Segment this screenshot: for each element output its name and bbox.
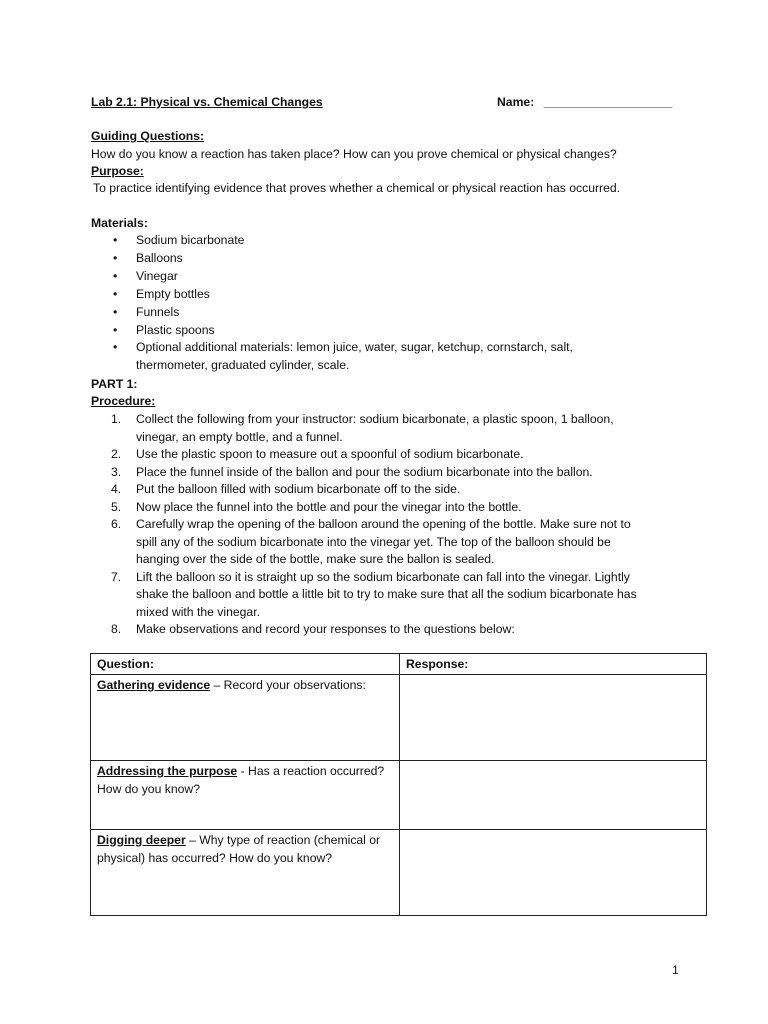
list-item <box>91 516 637 534</box>
list-item-continuation <box>91 429 637 447</box>
list-item <box>91 322 573 340</box>
bullet: • <box>113 268 118 283</box>
response-cell[interactable] <box>400 830 707 916</box>
bullet: • <box>113 322 118 337</box>
material-text: Funnels <box>136 304 180 319</box>
step-text: Put the balloon filled with sodium bicarbonate off to the side. <box>136 482 461 496</box>
bullet: • <box>113 286 118 301</box>
question-label: Gathering evidence <box>97 678 211 692</box>
step-text: spill any of the sodium bicarbonate into the vinegar yet. The top of the balloon should be <box>136 534 611 549</box>
step-text: Lift the balloon so it is straight up so the sodium bicarbonate can fall into the vinegar. Lightly <box>136 569 630 584</box>
question-response-table <box>90 653 707 916</box>
material-text: Vinegar <box>136 268 178 283</box>
bullet: • <box>113 340 118 355</box>
step-text: Carefully wrap the opening of the balloon around the opening of the bottle. Make sure not to <box>136 517 631 531</box>
materials-list <box>91 232 573 375</box>
list-item <box>91 250 573 268</box>
bullet: • <box>113 250 118 265</box>
material-text: Plastic spoons <box>136 322 215 337</box>
table-row <box>91 761 707 830</box>
list-item <box>91 411 637 429</box>
step-number: 7. <box>111 569 122 584</box>
question-text: – Why type of reaction (chemical or physical) has occurred? How do you know? <box>97 833 381 865</box>
list-item <box>91 232 573 250</box>
list-item <box>91 499 637 517</box>
step-number: 3. <box>111 464 122 479</box>
question-cell <box>91 761 400 830</box>
material-text: thermometer, graduated cylinder, scale. <box>136 358 350 373</box>
step-text: vinegar, an empty bottle, and a funnel. <box>136 429 343 444</box>
purpose-heading: Purpose: <box>91 164 144 178</box>
page-number: 1 <box>672 963 679 977</box>
question-text: – Record your observations: <box>210 678 366 692</box>
column-header-response: Response: <box>400 654 707 675</box>
material-text: Optional additional materials: lemon juice, water, sugar, ketchup, cornstarch, salt, <box>136 340 573 355</box>
table-header-row <box>91 654 707 675</box>
material-text: Balloons <box>136 250 183 265</box>
bullet: • <box>113 304 118 319</box>
guiding-questions-heading: Guiding Questions: <box>91 129 205 143</box>
name-field[interactable] <box>497 94 672 111</box>
step-text: shake the balloon and bottle a little bit to try to make sure that all the sodium bicarbonate has <box>136 587 637 601</box>
step-number: 8. <box>111 622 122 636</box>
table-row <box>91 830 707 916</box>
list-item-continuation <box>91 534 637 552</box>
step-number: 5. <box>111 499 122 514</box>
list-item-continuation <box>91 357 573 375</box>
purpose-text: To practice identifying evidence that proves whether a chemical or physical reaction has occurred. <box>93 181 621 195</box>
materials-heading: Materials: <box>91 216 148 230</box>
step-text: Collect the following from your instructor: sodium bicarbonate, a plastic spoon, 1 balloon, <box>136 412 614 426</box>
list-item <box>91 339 573 357</box>
step-text: hanging over the side of the bottle, make sure the ballon is sealed. <box>136 552 495 566</box>
question-cell <box>91 830 400 916</box>
question-cell <box>91 675 400 761</box>
list-item-continuation <box>91 586 637 604</box>
table-row <box>91 675 707 761</box>
name-label: Name: <box>497 95 535 109</box>
list-item <box>91 621 637 639</box>
bullet: • <box>113 233 118 247</box>
page-title: Lab 2.1: Physical vs. Chemical Changes <box>91 95 323 109</box>
step-text: Make observations and record your responses to the questions below: <box>136 622 515 636</box>
list-item <box>91 304 573 322</box>
step-text: mixed with the vinegar. <box>136 604 260 619</box>
list-item-continuation <box>91 604 637 622</box>
column-header-question: Question: <box>91 654 400 675</box>
list-item <box>91 569 637 587</box>
part-1-heading: PART 1: <box>91 377 138 391</box>
list-item <box>91 268 573 286</box>
procedure-heading: Procedure: <box>91 394 156 408</box>
question-text: - Has a reaction occurred? How do you know? <box>97 764 385 796</box>
list-item <box>91 481 637 499</box>
question-label: Addressing the purpose <box>97 764 238 778</box>
step-text: Place the funnel inside of the ballon and pour the sodium bicarbonate into the ballon. <box>136 464 593 479</box>
response-cell[interactable] <box>400 761 707 830</box>
response-cell[interactable] <box>400 675 707 761</box>
step-text: Now place the funnel into the bottle and pour the vinegar into the bottle. <box>136 499 522 514</box>
list-item <box>91 446 637 464</box>
step-text: Use the plastic spoon to measure out a spoonful of sodium bicarbonate. <box>136 447 524 461</box>
list-item-continuation <box>91 551 637 569</box>
step-number: 6. <box>111 517 122 531</box>
material-text: Sodium bicarbonate <box>136 233 245 247</box>
list-item <box>91 464 637 482</box>
step-number: 1. <box>111 412 122 426</box>
name-blank[interactable]: ___________________ <box>543 95 673 109</box>
guiding-questions-text: How do you know a reaction has taken place? How can you prove chemical or physical changes? <box>91 147 617 161</box>
material-text: Empty bottles <box>136 286 210 301</box>
list-item <box>91 286 573 304</box>
question-label: Digging deeper <box>97 833 186 847</box>
step-number: 4. <box>111 482 122 496</box>
step-number: 2. <box>111 447 122 461</box>
procedure-steps <box>91 411 637 639</box>
